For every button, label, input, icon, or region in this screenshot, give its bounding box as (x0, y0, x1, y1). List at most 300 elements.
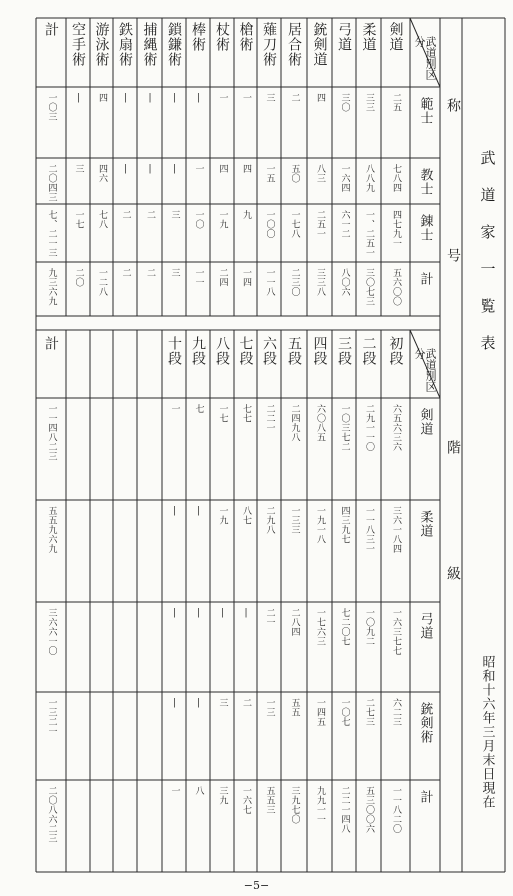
rank-table-cell (162, 404, 186, 498)
rank-table-cell (137, 608, 162, 690)
rank-table-cell (332, 506, 356, 600)
rank-table-cell (307, 698, 332, 778)
title-table-cell-text: | (145, 164, 155, 175)
title-row-label-text: 計 (417, 272, 433, 286)
rank-table-cell (137, 786, 162, 870)
title-table-cell (36, 268, 66, 314)
title-table-cell (162, 210, 186, 260)
title-table-cell-text: 五六〇〇 (391, 268, 401, 306)
rank-table-cell (113, 404, 137, 498)
title-table-cell (162, 268, 186, 314)
title-table-cell-text: | (169, 93, 180, 104)
title-col-header-text: 計 (43, 22, 59, 37)
rank-col-header-text: 十段 (166, 336, 182, 366)
rank-table-cell-text: 七七 (241, 404, 251, 423)
rank-table-cell (210, 698, 234, 778)
rank-table-cell (234, 608, 257, 690)
rank-table-cell (234, 506, 257, 600)
rank-table-cell (281, 698, 307, 778)
rank-table-cell-text: 五三〇〇六 (364, 786, 374, 834)
rank-table-cell (381, 786, 410, 870)
title-table-cell-text: 四六 (97, 164, 107, 183)
title-table-cell (381, 268, 410, 314)
title-table-cell (332, 164, 356, 202)
title-table-cell (356, 210, 381, 260)
rank-table-cell (186, 404, 210, 498)
title-col-header-text: 銃剣道 (311, 22, 328, 67)
title-row-label (412, 272, 438, 312)
rank-table-cell-text: 四三九七 (339, 506, 350, 544)
rank-table-cell-text: | (169, 506, 180, 517)
rank-table-cell-text: 二二一四八 (339, 786, 350, 834)
rank-table-cell-text: 一〇九二 (364, 608, 374, 646)
title-table-cell-text: 一五 (264, 164, 275, 183)
rank-table-cell (162, 506, 186, 600)
title-col-header-text: 槍術 (237, 22, 254, 52)
title-col-header (234, 22, 257, 85)
title-table-cell-text: | (73, 93, 84, 104)
title-table-cell-text: 八八九 (364, 164, 374, 193)
title-table-cell (90, 93, 113, 156)
title-row-label-text: 範士 (417, 97, 433, 125)
title-table-cell (307, 93, 332, 156)
rank-row-label (412, 702, 438, 776)
title-table-cell-text: | (120, 164, 131, 175)
rank-table-cell-text: 二二一 (264, 404, 275, 433)
rank-col-header (381, 336, 410, 396)
rank-row-label (412, 612, 438, 688)
title-row-label (412, 168, 438, 200)
title-col-header (162, 22, 186, 85)
title-table-cell-text: 一〇 (193, 210, 204, 229)
title-table-cell-text: 九 (241, 210, 251, 220)
title-table-cell-text: 二 (145, 210, 155, 220)
rank-table-cell (162, 698, 186, 778)
title-table-cell (36, 210, 66, 260)
rank-table-cell-text: 二九八 (264, 506, 275, 535)
rank-table-cell-text: | (193, 506, 204, 517)
title-table-cell-text: 一、二五一 (364, 210, 374, 258)
title-table-cell-text: | (169, 164, 180, 175)
title-table-cell-text: | (193, 93, 204, 104)
rank-col-header (113, 336, 137, 396)
rank-table-cell (356, 786, 381, 870)
rank-row-label (412, 790, 438, 868)
rank-table-cell-text: 二九一一〇 (364, 404, 374, 452)
title-table-cell (113, 210, 137, 260)
title-table-cell (113, 164, 137, 202)
rank-table-cell (113, 786, 137, 870)
rank-table-cell-text: | (169, 698, 180, 709)
title-col-header-text: 棒術 (190, 22, 206, 52)
title-table-cell-text: 四 (217, 164, 228, 174)
title-table-cell-text: 二 (120, 210, 131, 220)
title-col-header (381, 22, 410, 85)
title-table-cell-text: 一九 (217, 210, 228, 229)
title-table-cell (113, 268, 137, 314)
title-table-cell-text: 一 (217, 93, 228, 103)
rank-table-cell (257, 608, 281, 690)
rank-table-cell-text: | (193, 608, 204, 619)
title-stub-text: 武道別区分 (413, 36, 437, 80)
rank-table-cell (210, 608, 234, 690)
title-table-cell (257, 268, 281, 314)
rank-table-cell (257, 786, 281, 870)
title-table-cell (137, 268, 162, 314)
title-table-cell-text: 四 (315, 93, 325, 103)
title-table-cell (332, 210, 356, 260)
title-col-header-text: 捕縄術 (141, 22, 158, 67)
title-table-cell (381, 164, 410, 202)
title-table-cell-text: 三〇七三 (364, 268, 374, 306)
rank-table-cell (90, 506, 113, 600)
rank-stub-text: 武道別区分 (413, 348, 437, 392)
title-table-cell (281, 210, 307, 260)
rank-table-cell (257, 506, 281, 600)
rank-table-cell-text: | (241, 608, 251, 619)
title-table-cell-text: 七八 (97, 210, 107, 229)
title-table-cell-text: 八三 (315, 164, 325, 183)
rank-table-cell (90, 786, 113, 870)
rank-col-header (66, 336, 90, 396)
rank-table-cell-text: | (217, 608, 228, 619)
rank-table-cell-text: 八 (193, 786, 204, 796)
rank-col-header-text: 初段 (387, 336, 404, 366)
as-of-date: 昭和十六年三月末日現在 (479, 655, 495, 809)
title-table-cell (137, 210, 162, 260)
rank-table-cell (257, 698, 281, 778)
rank-col-header (186, 336, 210, 396)
rank-table-cell (66, 786, 90, 870)
title-table-cell (281, 93, 307, 156)
title-table-cell (36, 93, 66, 156)
title-col-header-text: 弓道 (336, 22, 352, 52)
rank-table-cell (332, 404, 356, 498)
rank-table-cell-text: 一四五 (315, 698, 325, 727)
title-table-cell (234, 164, 257, 202)
title-table-cell-text: 三 (169, 268, 180, 278)
title-table-cell-text: 一一 (193, 268, 204, 287)
rank-table-cell (210, 786, 234, 870)
title-table-cell (186, 210, 210, 260)
rank-table-cell (381, 506, 410, 600)
rank-table-cell-text: | (169, 608, 180, 619)
title-table-cell (36, 164, 66, 202)
rank-table-cell-text: 一 (169, 786, 180, 796)
rank-table-cell (162, 608, 186, 690)
rank-col-header-text: 二段 (360, 336, 377, 366)
rank-table-cell-text: 六五六三六 (391, 404, 401, 452)
title-table-cell-text: | (145, 93, 155, 104)
title-col-header-text: 柔道 (360, 22, 377, 52)
title-table-cell (257, 93, 281, 156)
title-table-cell (381, 93, 410, 156)
title-table-cell-text: 一二八 (97, 268, 107, 297)
rank-col-header-text: 五段 (286, 336, 302, 366)
rank-table-cell-text: 一六七 (241, 786, 251, 815)
rank-table-cell-text: 五五三 (264, 786, 275, 815)
page-number: −5− (243, 879, 270, 892)
rank-col-header (162, 336, 186, 396)
title-table-cell (356, 93, 381, 156)
rank-table-cell (90, 608, 113, 690)
title-table-cell (356, 164, 381, 202)
rank-table-cell (307, 786, 332, 870)
title-col-header-text: 居合術 (286, 22, 302, 67)
rank-table-cell (36, 608, 66, 690)
rank-table-cell (90, 698, 113, 778)
title-table-cell (257, 164, 281, 202)
rank-table-cell (66, 404, 90, 498)
document-title: 武道家一覧表 (478, 150, 497, 372)
title-row-label (412, 97, 438, 154)
title-table-cell (66, 210, 90, 260)
rank-table-cell (186, 608, 210, 690)
title-col-header (210, 22, 234, 85)
rank-table-cell-text: 六〇八五 (315, 404, 325, 442)
rank-col-header (257, 336, 281, 396)
rank-row-label-text: 弓道 (417, 612, 433, 640)
title-table-cell (210, 268, 234, 314)
rank-table-cell (234, 786, 257, 870)
rank-table-cell (381, 698, 410, 778)
rank-table-cell-text: 一九一八 (315, 506, 325, 544)
title-table-cell-text: 三三八 (315, 268, 325, 297)
rank-table-cell-text: 七 (193, 404, 204, 414)
title-table-cell-text: 三三 (364, 93, 374, 112)
rank-table-cell-text: 一一八二〇 (391, 786, 401, 834)
title-table-cell (186, 164, 210, 202)
rank-table-cell (381, 404, 410, 498)
title-table-cell-text: 三 (169, 210, 180, 220)
rank-table-cell (281, 786, 307, 870)
title-table-cell (90, 210, 113, 260)
title-table-cell (281, 164, 307, 202)
title-col-header (257, 22, 281, 85)
rank-table-cell-text: 二〇八六二三 (46, 786, 57, 843)
rank-table-cell (234, 698, 257, 778)
rank-col-header-text: 六段 (261, 336, 277, 366)
title-table-cell-text: 二五一 (315, 210, 325, 239)
rank-table-cell (332, 698, 356, 778)
title-col-header-text: 杖術 (214, 22, 230, 52)
title-table-cell-text: 五〇 (289, 164, 300, 183)
rank-table-cell-text: 三九 (217, 786, 228, 805)
rank-table-cell (113, 608, 137, 690)
rank-table-cell-text: 三六六一〇 (46, 608, 57, 656)
rank-table-cell-text: 一九 (217, 506, 228, 525)
rank-table-cell-text: 一 (169, 404, 180, 414)
rank-row-label-text: 剣道 (417, 408, 433, 436)
rank-table-cell (137, 404, 162, 498)
title-col-header-text: 薙刀術 (261, 22, 277, 67)
rank-table-cell-text: 三六一八四 (391, 506, 401, 554)
rank-table-cell (162, 786, 186, 870)
title-table-cell (332, 93, 356, 156)
title-table-cell-text: 一 (193, 164, 204, 174)
rank-table-cell (90, 404, 113, 498)
rank-table-cell (257, 404, 281, 498)
title-col-header (186, 22, 210, 85)
rank-col-header (137, 336, 162, 396)
rank-table-cell (186, 698, 210, 778)
rank-col-header (210, 336, 234, 396)
rank-table-cell-text: 八七 (241, 506, 251, 525)
title-table-cell-text: 六一二 (339, 210, 350, 239)
rank-col-header-text: 八段 (214, 336, 230, 366)
title-col-header (356, 22, 381, 85)
title-table-cell-text: 四七九一 (391, 210, 401, 248)
rank-table-cell-text: 二一 (264, 608, 275, 627)
rank-table-cell (66, 698, 90, 778)
title-table-cell (186, 93, 210, 156)
rank-table-cell-text: 一一四八二三 (46, 404, 57, 461)
title-table-cell (210, 93, 234, 156)
title-table-cell-text: 三〇 (339, 93, 350, 112)
rank-table-cell (36, 786, 66, 870)
title-table-cell-text: 一一八 (264, 268, 275, 297)
rank-table-cell-text: 一〇七 (339, 698, 350, 727)
title-col-header-text: 空手術 (70, 22, 86, 67)
title-table-cell (66, 268, 90, 314)
title-table-cell-text: 一六四 (339, 164, 350, 193)
rank-table-cell-text: 二四九八 (289, 404, 300, 442)
rank-col-header-text: 七段 (237, 336, 254, 366)
title-table-cell (162, 93, 186, 156)
rank-table-cell (210, 506, 234, 600)
title-col-header (281, 22, 307, 85)
rank-table-cell-text: 七二〇七 (339, 608, 350, 646)
title-table-cell-text: 二 (120, 268, 131, 278)
title-table-cell (66, 93, 90, 156)
rank-table-cell (281, 404, 307, 498)
title-table-cell (90, 268, 113, 314)
rank-col-header (36, 336, 66, 396)
rank-table-cell-text: 二 (241, 698, 251, 708)
title-table-cell (234, 268, 257, 314)
title-table-cell (162, 164, 186, 202)
title-col-header-text: 游泳術 (93, 22, 110, 67)
rank-table-cell-text: 一七六三 (315, 608, 325, 646)
title-table-cell (137, 93, 162, 156)
title-table-cell (210, 210, 234, 260)
title-table-cell-text: 一四 (241, 268, 251, 287)
title-col-header (113, 22, 137, 85)
title-col-header (36, 22, 66, 85)
title-col-header-text: 鎖鎌術 (166, 22, 182, 67)
title-table-cell (307, 164, 332, 202)
title-col-header (332, 22, 356, 85)
title-row-label-text: 教士 (417, 168, 433, 196)
rank-table-cell (307, 506, 332, 600)
rank-table-cell (137, 698, 162, 778)
rank-table-cell (66, 506, 90, 600)
title-col-header (137, 22, 162, 85)
rank-table-cell-text: 一〇三七二 (339, 404, 350, 452)
title-table-cell (381, 210, 410, 260)
rank-table-cell (36, 698, 66, 778)
rank-col-header-text: 四段 (311, 336, 328, 366)
title-table-cell (66, 164, 90, 202)
title-table-cell-text: 七八四 (391, 164, 401, 193)
rank-table-cell (234, 404, 257, 498)
rank-table-cell-text: 九九一一 (315, 786, 325, 824)
rank-table-cell (381, 608, 410, 690)
title-table-cell-text: 二四 (217, 268, 228, 287)
rank-col-header-text: 九段 (190, 336, 206, 366)
rank-table-cell-text: 一三 (264, 698, 275, 717)
rank-table-cell-text: 一三三 (289, 506, 300, 535)
title-table-cell (307, 268, 332, 314)
rank-stub (412, 348, 438, 398)
rank-col-header-text: 三段 (336, 336, 352, 366)
title-stub (412, 36, 438, 87)
title-col-header (66, 22, 90, 85)
rank-col-header (307, 336, 332, 396)
rank-table-cell-text: 三 (217, 698, 228, 708)
rank-table-cell (186, 786, 210, 870)
title-table-cell (186, 268, 210, 314)
section-label-title-top: 称 (445, 98, 461, 116)
title-col-header-text: 剣道 (387, 22, 404, 52)
rank-table-cell (281, 506, 307, 600)
rank-table-cell-text: 二八四 (289, 608, 300, 637)
rank-row-label (412, 510, 438, 598)
rank-col-header-text: 計 (43, 336, 59, 351)
rank-table-cell (307, 404, 332, 498)
title-table-cell-text: 二 (289, 93, 300, 103)
title-table-cell-text: 二〇 (73, 268, 84, 287)
rank-col-header (332, 336, 356, 396)
title-table-cell (356, 268, 381, 314)
rank-table-cell (332, 786, 356, 870)
title-table-cell-text: 九三六九 (46, 268, 57, 306)
title-table-cell-text: 二 (145, 268, 155, 278)
title-table-cell-text: 三 (73, 164, 84, 174)
rank-table-cell-text: 一六三七七 (391, 608, 401, 656)
title-table-cell-text: 一〇〇 (264, 210, 275, 239)
title-table-cell-text: 三 (264, 93, 275, 103)
rank-table-cell-text: 三九七〇 (289, 786, 300, 824)
title-table-cell-text: | (120, 93, 131, 104)
rank-col-header (356, 336, 381, 396)
rank-table-cell (113, 506, 137, 600)
rank-table-cell-text: 一三二一 (46, 698, 57, 736)
rank-table-cell-text: 二七三 (364, 698, 374, 727)
title-table-cell (332, 268, 356, 314)
title-row-label-text: 錬士 (417, 214, 433, 242)
title-table-cell-text: 一七 (73, 210, 84, 229)
rank-table-cell-text: 一一八三一 (364, 506, 374, 554)
rank-table-cell (210, 404, 234, 498)
rank-table-cell (113, 698, 137, 778)
rank-table-cell-text: 六二三 (391, 698, 401, 727)
rank-table-cell (356, 698, 381, 778)
title-table-cell-text: 一 (241, 93, 251, 103)
rank-table-cell (356, 404, 381, 498)
rank-row-label-text: 銃剣術 (417, 702, 433, 744)
rank-table-cell-text: 五五 (289, 698, 300, 717)
title-table-cell-text: 二三〇 (289, 268, 300, 297)
title-table-cell (90, 164, 113, 202)
rank-table-cell-text: | (193, 698, 204, 709)
rank-table-cell (356, 506, 381, 600)
title-table-cell (137, 164, 162, 202)
title-col-header (307, 22, 332, 85)
title-table-cell-text: 一七八 (289, 210, 300, 239)
rank-table-cell (186, 506, 210, 600)
title-table-cell-text: 四 (241, 164, 251, 174)
